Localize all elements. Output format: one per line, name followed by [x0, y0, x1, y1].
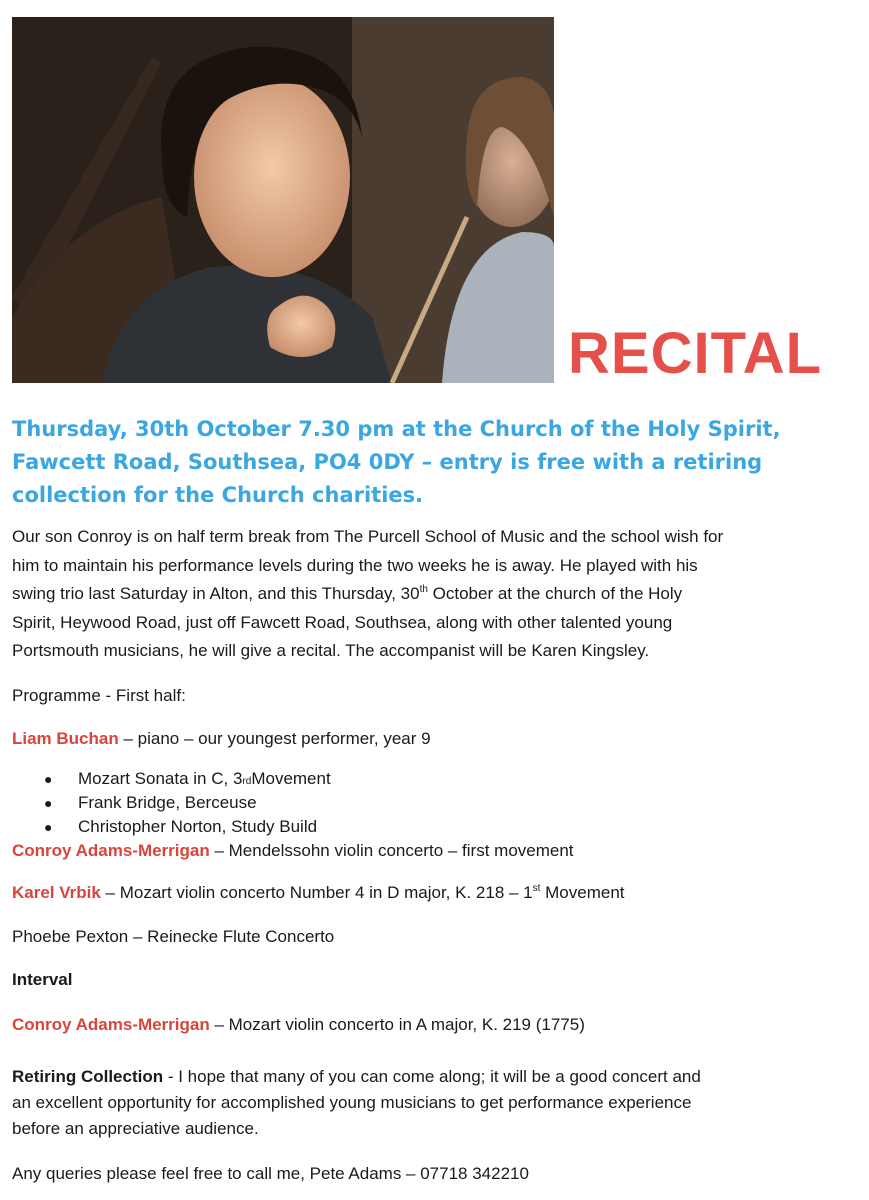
performer-phoebe: Phoebe Pexton – Reinecke Flute Concerto — [12, 927, 335, 946]
collection-line: before an appreciative audience. — [12, 1119, 259, 1138]
performer-detail: – Mendelssohn violin concerto – first movement — [209, 841, 574, 860]
intro-line: Portsmouth musicians, he will give a recital. The accompanist will be Karen Kingsley. — [12, 641, 650, 660]
intro-line: swing trio last Saturday in Alton, and this Thursday, 30th October at the church of the Holy — [12, 584, 683, 603]
headline-line: Thursday, 30th October 7.30 pm at the Church of the Holy Spirit, — [12, 417, 781, 441]
list-item: ● Christopher Norton, Study Build — [44, 815, 331, 839]
performer-detail: – piano – our youngest performer, year 9 — [118, 729, 431, 748]
performer-liam — [12, 729, 431, 749]
performer-name: Liam Buchan — [12, 729, 119, 748]
performer-conroy-2 — [12, 1015, 585, 1035]
contact-line: Any queries please feel free to call me, Pete Adams – 07718 342210 — [12, 1164, 529, 1183]
recital-title: RECITAL — [568, 321, 823, 386]
interval-heading: Interval — [12, 970, 73, 989]
collection-paragraph — [12, 1064, 862, 1142]
performer-karel: Karel Vrbik – Mozart violin concerto Number 4 in D major, K. 218 – 1st Movement — [12, 883, 625, 902]
programme-heading: Programme - First half: — [12, 686, 186, 705]
intro-line: Spirit, Heywood Road, just off Fawcett Road, Southsea, along with other talented young — [12, 612, 673, 632]
list-item: ● Mozart Sonata in C, 3 rd Movement — [44, 767, 331, 791]
intro-line: Our son Conroy is on half term break from The Purcell School of Music and the school wish for — [12, 527, 724, 546]
event-headline — [12, 413, 862, 512]
performer-name: Conroy Adams-Merrigan — [12, 841, 210, 860]
performer-detail: – Mozart violin concerto in A major, K. 219 (1775) — [209, 1015, 585, 1034]
piece-list — [44, 767, 331, 839]
collection-line: an excellent opportunity for accomplished young musicians to get performance experience — [12, 1093, 692, 1112]
bullet-icon: ● — [44, 819, 53, 835]
headline-line: Fawcett Road, Southsea, PO4 0DY – entry is free with a retiring — [12, 450, 763, 474]
performer-name: Conroy Adams-Merrigan — [12, 1015, 210, 1034]
bullet-icon: ● — [44, 771, 53, 787]
intro-line: him to maintain his performance levels during the two weeks he is away. He played with his — [12, 555, 698, 575]
headline-line: collection for the Church charities. — [12, 483, 424, 507]
performer-name: Karel Vrbik — [12, 883, 101, 902]
performer-photo — [12, 17, 554, 383]
intro-paragraph — [12, 523, 862, 666]
bullet-icon: ● — [44, 795, 53, 811]
performer-detail: – Mozart violin concerto Number 4 in D major, K. 218 – 1 — [100, 883, 533, 902]
collection-line: Retiring Collection - I hope that many of you can come along; it will be a good concert and — [12, 1067, 701, 1086]
list-item: ● Frank Bridge, Berceuse — [44, 791, 331, 815]
performer-conroy-1 — [12, 841, 574, 861]
